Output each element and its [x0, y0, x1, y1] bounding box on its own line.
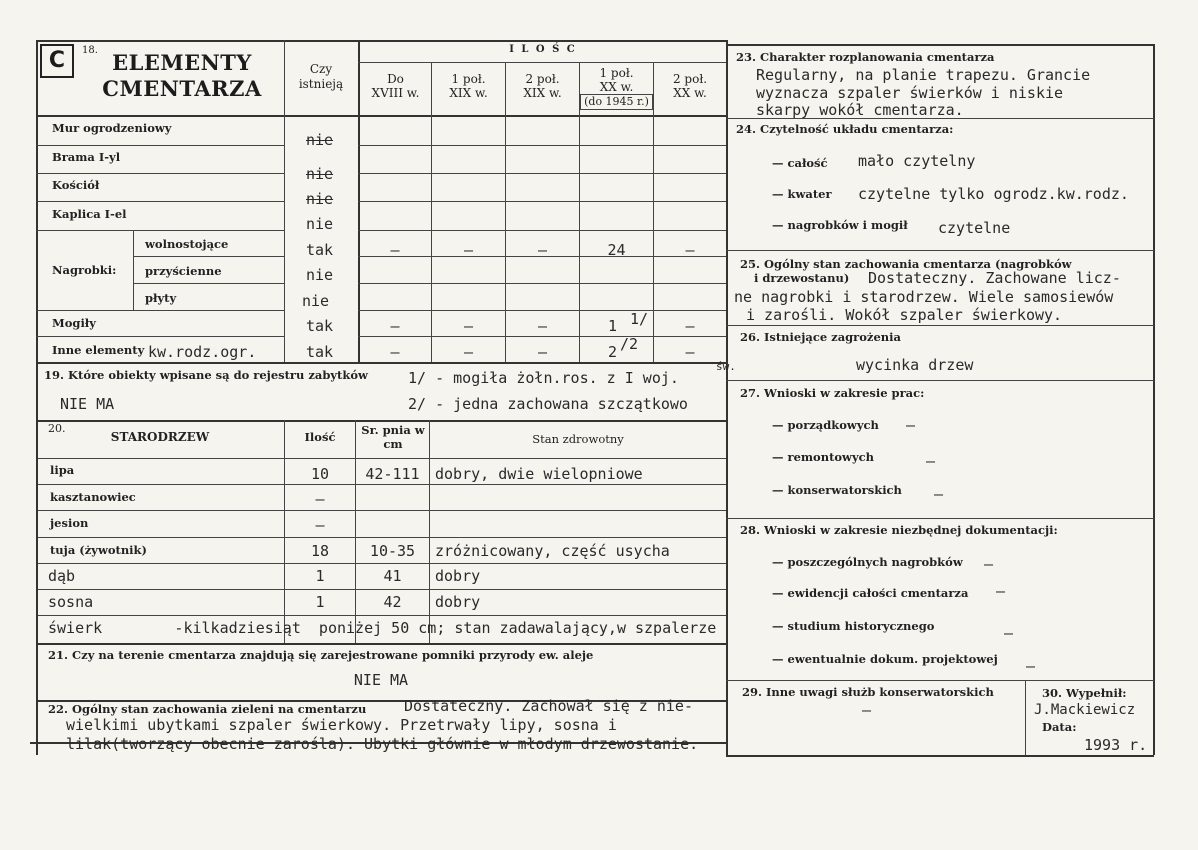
tree-qty: 10 [310, 465, 330, 483]
period-header: 1 poł. XIX w. [449, 72, 488, 100]
grid-line [1153, 44, 1155, 755]
grid-line [36, 362, 726, 364]
mogily-q4: – [685, 317, 695, 335]
grid-line [358, 201, 726, 202]
grid-line [358, 310, 726, 311]
grid-line [36, 115, 726, 117]
inne-q2: – [537, 343, 548, 361]
inne-label: Inne elementy [52, 343, 145, 357]
grid-line [726, 680, 1154, 681]
exists-column-header: Czy istnieją [298, 62, 344, 91]
grid-line [358, 336, 726, 337]
nagrobki-label: Nagrobki: [52, 263, 117, 277]
tree-diam: 41 [383, 567, 402, 585]
mogily-q1: – [463, 317, 474, 335]
wolno-q0: – [390, 241, 400, 259]
wolno-q4: – [685, 241, 695, 259]
s28-label: 28. Wnioski w zakresie niezbędnej dokumentacji: [740, 523, 1058, 537]
grid-line [726, 40, 728, 755]
quantity-column-header: I L O Ś C [509, 44, 577, 55]
period-header: Do XVIII w. [371, 72, 420, 100]
mur-exists: nie [306, 131, 334, 149]
mogily-q2: – [537, 317, 548, 335]
s23-line2: wyznacza szpaler świerków i niskie [756, 84, 1064, 102]
s19-answer: NIE MA [60, 395, 115, 413]
s30-date-label: Data: [1042, 720, 1077, 734]
grid-line [358, 173, 726, 174]
grid-line [36, 336, 284, 337]
grid-line [726, 755, 1154, 757]
s19-note1-tail: św. [716, 360, 736, 373]
inne-q3: 2 [608, 343, 618, 361]
tree-qty: 1 [315, 593, 325, 611]
grid-line [358, 230, 726, 231]
s30-date: 1993 r. [1084, 736, 1148, 754]
s20-title: STARODRZEW [110, 430, 210, 444]
s30-label: 30. Wypełnił: [1042, 686, 1127, 700]
kaplica-exists: nie [306, 215, 334, 233]
grid-line [36, 484, 726, 485]
tree-qty: – [315, 490, 325, 508]
grid-line [36, 173, 284, 174]
s25-line1: Dostateczny. Zachowane licz- [868, 269, 1121, 287]
tree-name: lipa [50, 463, 75, 477]
grid-line [36, 589, 726, 590]
s27-row-label: — remontowych [772, 450, 875, 464]
grid-line [36, 40, 726, 42]
inne-q4: – [685, 343, 695, 361]
period-header: 2 poł. XIX w. [523, 72, 562, 100]
s27-label: 27. Wnioski w zakresie prac: [740, 386, 925, 400]
tree-name: jesion [50, 516, 89, 530]
s25-label1: 25. Ogólny stan zachowania cmentarza (nagrobków [740, 257, 1072, 271]
grid-line [284, 40, 285, 362]
inne-value: kw.rodz.ogr. [148, 343, 257, 361]
grid-line [358, 62, 726, 63]
s28-row-value: – [1004, 624, 1014, 642]
grid-line [36, 458, 726, 459]
plyty-label: płyty [145, 291, 177, 305]
s20-diam-header: Sr. pnia w cm [361, 423, 425, 451]
grid-line [726, 380, 1154, 381]
grid-line [36, 310, 284, 311]
mogily-q0: – [390, 317, 400, 335]
s23-label: 23. Charakter rozplanowania cmentarza [736, 50, 995, 64]
mogily-exists: tak [306, 317, 334, 335]
s19-note2: 2/ - jedna zachowana szczątkowo [408, 395, 688, 413]
tree-qty: 18 [310, 542, 330, 560]
s22-line3: lilak(tworzący obecnie zarośla). Ubytki głównie w młodym drzewostanie. [66, 735, 699, 753]
s19-note1: 1/ - mogiła żołn.ros. z I woj. [408, 369, 679, 387]
inne-exists: tak [306, 343, 334, 361]
s24-row-value: czytelne [938, 219, 1011, 237]
grid-line [133, 230, 134, 310]
s21-label: 21. Czy na terenie cmentarza znajdują się zarejestrowane pomniki przyrody ew. aleje [48, 648, 594, 662]
s24-row-value: mało czytelny [858, 152, 976, 170]
s24-row-label: — nagrobków i mogił [772, 218, 908, 232]
tree-qty: 1 [315, 567, 325, 585]
s28-row-value: – [996, 582, 1006, 600]
grid-line [36, 563, 726, 564]
tree-health: dobry [435, 593, 481, 611]
s27-row-value: – [906, 416, 916, 434]
period-header: 1 poł. XX w. (do 1945 r.) [580, 66, 653, 110]
inne-note: /2 [620, 335, 639, 353]
section-number: 18. [82, 45, 98, 56]
mogily-q3: 1 [608, 317, 618, 335]
grid-line [1025, 680, 1026, 755]
section-letter-box: C [40, 44, 74, 78]
s30-name: J.Mackiewicz [1034, 702, 1136, 718]
s19-label: 19. Które obiekty wpisane są do rejestru zabytków [44, 368, 368, 382]
period-header: 2 poł. XX w. [672, 72, 708, 100]
wolno-q3: 24 [607, 241, 626, 259]
s29-label: 29. Inne uwagi służb konserwatorskich [742, 685, 994, 699]
plyty-exists: nie [302, 292, 330, 310]
s24-row-value: czytelne tylko ogrodz.kw.rodz. [858, 185, 1129, 203]
s28-row-label: — ewentualnie dokum. projektowej [772, 652, 998, 666]
s25-label2: i drzewostanu) [754, 271, 850, 285]
inne-q0: – [390, 343, 400, 361]
grid-line [36, 643, 726, 645]
swierk-line: świerk -kilkadziesiąt poniżej 50 cm; stan zadawalający,w szpalerze [48, 619, 717, 637]
s22-label: 22. Ogólny stan zachowania zieleni na cmentarzu [48, 702, 367, 716]
s28-row-label: — poszczególnych nagrobków [772, 555, 963, 569]
tree-health: dobry, dwie wielopniowe [435, 465, 643, 483]
grid-line [726, 325, 1154, 326]
s26-label: 26. Istniejące zagrożenia [740, 330, 901, 344]
grid-line [36, 420, 726, 422]
wolno-q1: – [463, 241, 474, 259]
brama-label: Brama I-yl [52, 150, 121, 164]
grid-line [429, 420, 430, 643]
tree-health: dobry [435, 567, 481, 585]
s25-line3: i zarośli. Wokół szpaler świerkowy. [746, 306, 1063, 324]
s20-num: 20. [48, 422, 66, 435]
inne-q1: – [463, 343, 474, 361]
tree-name: tuja (żywotnik) [50, 543, 147, 557]
s28-row-label: — studium historycznego [772, 619, 935, 633]
tree-name: kasztanowiec [50, 490, 136, 504]
grid-line [726, 518, 1154, 519]
s28-row-value: – [984, 555, 994, 573]
s27-row-label: — porządkowych [772, 418, 879, 432]
s27-row-value: – [934, 485, 944, 503]
s24-row-label: — całość [772, 156, 828, 170]
s24-row-label: — kwater [772, 187, 832, 201]
wolno-exists: tak [306, 241, 334, 259]
kaplica-label: Kaplica I-el [52, 207, 127, 221]
s26-value: wycinka drzew [856, 356, 974, 374]
wolno-q2: – [537, 241, 548, 259]
mogily-note: 1/ [630, 310, 649, 328]
tree-diam: 42 [383, 593, 402, 611]
title-line1: ELEMENTY [112, 50, 252, 75]
s25-line2: ne nagrobki i starodrzew. Wiele samosiewów [734, 288, 1114, 306]
grid-line [726, 44, 1154, 46]
tree-qty: – [315, 516, 325, 534]
wolno-label: wolnostojące [145, 237, 229, 251]
s20-health-header: Stan zdrowotny [532, 432, 624, 446]
s20-qty-header: Ilość [304, 430, 336, 444]
s29-value: – [862, 701, 872, 719]
mogily-label: Mogiły [52, 316, 96, 330]
s22-line1: Dostateczny. Zachował się z nie- [404, 697, 693, 715]
s27-row-label: — konserwatorskich [772, 483, 902, 497]
kosciol-label: Kościół [52, 178, 100, 192]
przysc-exists: nie [306, 266, 334, 284]
grid-line [36, 510, 726, 511]
grid-line [36, 201, 284, 202]
s28-row-label: — ewidencji całości cmentarza [772, 586, 969, 600]
tree-name: sosna [48, 593, 94, 611]
s21-answer: NIE MA [353, 671, 409, 689]
s23-line1: Regularny, na planie trapezu. Grancie [756, 66, 1091, 84]
grid-line [358, 145, 726, 146]
grid-line [133, 283, 284, 284]
tree-diam: 10-35 [369, 542, 416, 560]
tree-diam: 42-111 [365, 465, 420, 483]
grid-line [133, 256, 284, 257]
grid-line [36, 145, 284, 146]
grid-line [36, 230, 284, 231]
s22-line2: wielkimi ubytkami szpaler świerkowy. Przetrwały lipy, sosna i [66, 716, 617, 734]
s27-row-value: – [926, 452, 936, 470]
brama-exists: nie [306, 165, 334, 183]
grid-line [36, 362, 38, 755]
grid-line [36, 537, 726, 538]
przysc-label: przyścienne [145, 264, 222, 278]
grid-line [358, 283, 726, 284]
s23-line3: skarpy wokół cmentarza. [756, 101, 964, 119]
grid-line [726, 250, 1154, 251]
title-line2: CMENTARZA [102, 76, 262, 101]
s24-label: 24. Czytelność układu cmentarza: [736, 122, 954, 136]
mur-label: Mur ogrodzeniowy [52, 121, 172, 135]
kosciol-exists: nie [306, 190, 334, 208]
s28-row-value: – [1026, 657, 1036, 675]
grid-line [36, 615, 726, 616]
tree-health: zróżnicowany, część usycha [435, 542, 670, 560]
tree-name: dąb [48, 567, 76, 585]
